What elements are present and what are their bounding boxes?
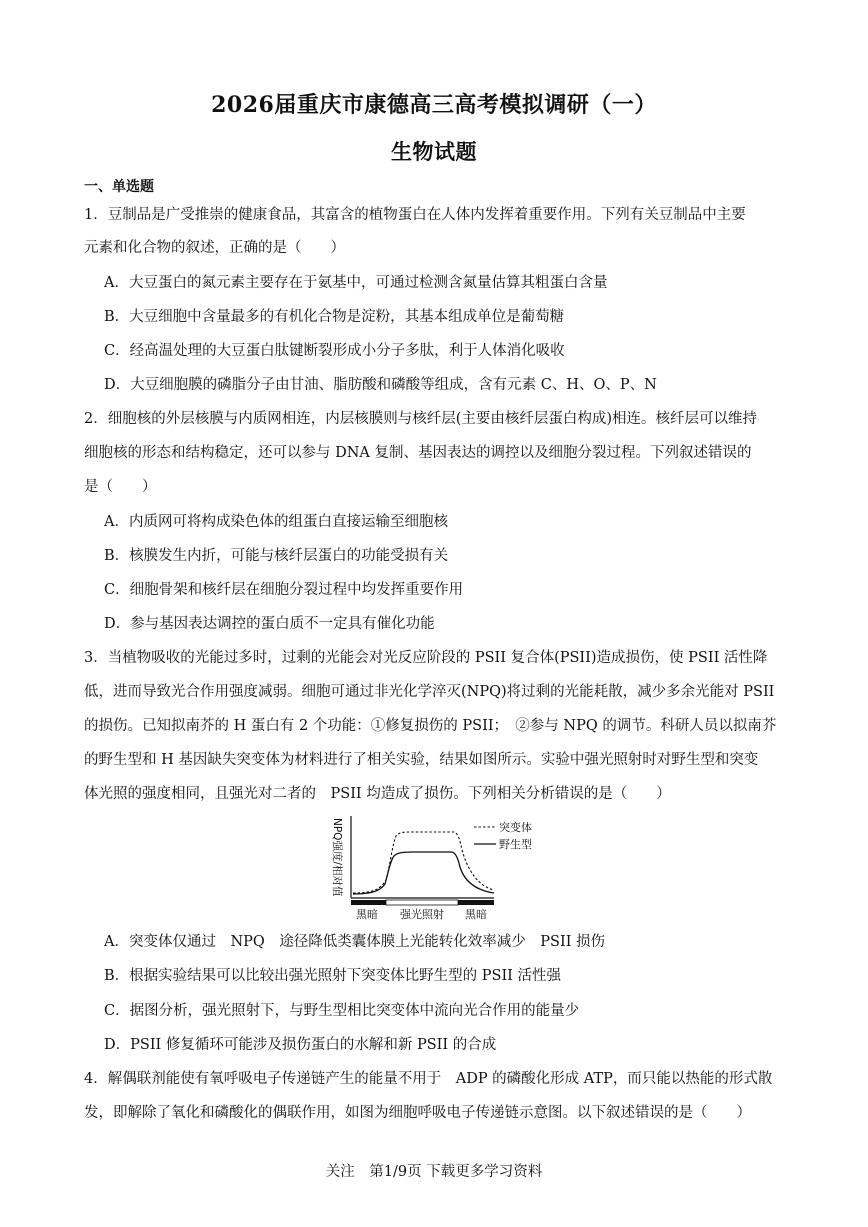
question-1-stem: 1．豆制品是广受推崇的健康食品，其富含的植物蛋白在人体内发挥着重要作用。下列有关豆制品中主要 [84,207,746,223]
legend-mutant: 突变体 [499,821,532,834]
question-1-option-a: A．大豆蛋白的氮元素主要存在于氨基中，可通过检测含氮量估算其粗蛋白含量 [104,275,608,291]
dark-bar-2 [458,900,494,905]
question-3-option-d: D．PSII 修复循环可能涉及损伤蛋白的水解和新 PSII 的合成 [104,1037,497,1053]
question-4-stem: 4．解偶联剂能使有氧呼吸电子传递链产生的能量不用于 ADP 的磷酸化形成 ATP，而只能以热能的形式散 [84,1071,773,1087]
question-3-stem-cont3: 的野生型和 H 基因缺失突变体为材料进行了相关实验，结果如图所示。实验中强光照射时对野生型和突变 [84,752,759,768]
question-1-option-c: C．经高温处理的大豆蛋白肽键断裂形成小分子多肽，利于人体消化吸收 [104,343,565,359]
x-label-dark-1: 黑暗 [356,908,378,920]
question-2-option-d: D．参与基因表达调控的蛋白质不一定具有催化功能 [104,616,435,632]
question-3-stem-cont1: 低，进而导致光合作用强度减弱。细胞可通过非光化学淬灭(NPQ)将过剩的光能耗散，减少多余光能对 PSII [84,684,775,700]
dark-bar-1 [351,900,386,905]
question-3-option-c: C．据图分析，强光照射下，与野生型相比突变体中流向光合作用的能量少 [104,1003,580,1019]
question-3-stem-cont2: 的损伤。已知拟南芥的 H 蛋白有 2 个功能：①修复损伤的 PSII； ②参与 NPQ 的调节。科研人员以拟南芥 [84,718,777,734]
question-4-stem-cont: 发，即解除了氧化和磷酸化的偶联作用，如图为细胞呼吸电子传递链示意图。以下叙述错误的是（ ） [84,1105,751,1121]
x-label-light: 强光照射 [400,908,444,920]
section-heading: 一、单选题 [84,179,154,195]
question-1-option-b: B．大豆细胞中含量最多的有机化合物是淀粉，其基本组成单位是葡萄糖 [104,309,565,325]
mutant-curve [353,832,494,893]
page-title: 2026届重庆市康德高三高考模拟调研（一） [211,92,657,118]
legend-wild: 野生型 [499,838,532,851]
question-2-option-a: A．内质网可将构成染色体的组蛋白直接运输至细胞核 [104,514,448,530]
question-2-option-b: B．核膜发生内折，可能与核纤层蛋白的功能受损有关 [104,548,449,564]
x-label-dark-2: 黑暗 [465,908,487,920]
question-2-stem-end: 是（ ） [84,479,157,495]
light-bar [386,900,458,905]
page-subtitle: 生物试题 [391,139,477,164]
question-2-stem-cont: 细胞核的形态和结构稳定，还可以参与 DNA 复制、基因表达的调控以及细胞分裂过程。下列叙述错误的 [84,445,752,461]
npq-figure [322,814,550,920]
question-1-option-d: D．大豆细胞膜的磷脂分子由甘油、脂肪酸和磷酸等组成，含有元素 C、H、O、P、N [104,377,657,393]
figure-ylabel: NPQ强度/相对值 [331,818,343,897]
question-3-stem-cont4: 体光照的强度相同，且强光对二者的 PSII 均造成了损伤。下列相关分析错误的是（ ） [84,786,671,802]
question-3-stem: 3．当植物吸收的光能过多时，过剩的光能会对光反应阶段的 PSII 复合体(PSII)造成损伤，使 PSII 活性降 [84,650,768,666]
question-3-option-b: B．根据实验结果可以比较出强光照射下突变体比野生型的 PSII 活性强 [104,968,562,984]
question-2-stem: 2．细胞核的外层核膜与内质网相连，内层核膜则与核纤层(主要由核纤层蛋白构成)相连。核纤层可以维持 [84,411,758,427]
question-1-stem-cont: 元素和化合物的叙述，正确的是（ ） [84,240,345,256]
question-3-option-a: A．突变体仅通过 NPQ 途径降低类囊体膜上光能转化效率减少 PSII 损伤 [104,934,606,950]
question-2-option-c: C．细胞骨架和核纤层在细胞分裂过程中均发挥重要作用 [104,582,464,598]
page-footer: 关注 第1/9页 下载更多学习资料 [325,1164,543,1180]
wildtype-curve [353,852,494,894]
